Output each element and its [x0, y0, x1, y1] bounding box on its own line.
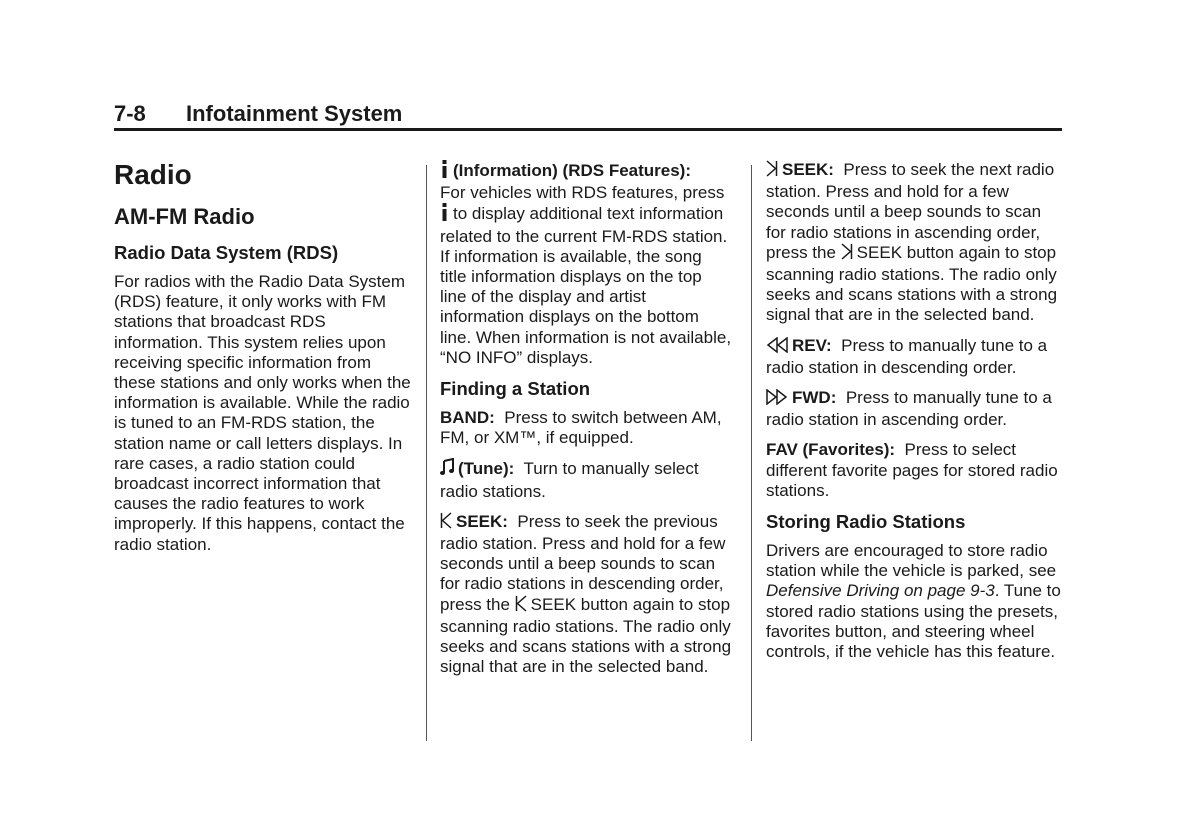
seek-forward-text-2: SEEK button again to stop scanning radio stations. The radio only seeks and scans stations with a strong signal that are in the selected band.	[766, 242, 1058, 325]
subsection-title: AM-FM Radio	[114, 204, 255, 229]
tune-label: (Tune):	[458, 459, 515, 479]
band-paragraph	[440, 408, 732, 448]
storing-text-1: Drivers are encouraged to store radio station while the vehicle is parked, see	[766, 541, 1057, 581]
seek-back-paragraph	[440, 512, 732, 678]
fav-label: FAV (Favorites):	[766, 440, 896, 460]
fwd-paragraph	[766, 388, 1064, 430]
seek-forward-label: SEEK:	[782, 160, 834, 179]
seek-forward-text-1: Press to seek the next radio station. Press and hold for a few seconds until a beep sounds to scan for radio stations in ascending order, press the	[766, 160, 1055, 262]
page-number: 7-8	[114, 101, 146, 126]
finding-station-heading: Finding a Station	[440, 378, 591, 400]
section-title: Infotainment System	[186, 101, 403, 126]
page-header	[114, 101, 1062, 131]
seek-back-text-2: SEEK button again to stop scanning radio stations. The radio only seeks and scans stations with a strong signal that are in the selected band.	[440, 594, 732, 677]
rev-paragraph	[766, 336, 1064, 378]
rewind-icon	[766, 337, 788, 358]
info-icon	[440, 203, 449, 226]
rds-heading: Radio Data System (RDS)	[114, 242, 339, 263]
column-divider	[426, 165, 427, 741]
storing-stations-heading: Storing Radio Stations	[766, 511, 966, 533]
seek-forward-icon	[766, 160, 778, 182]
info-paragraph	[440, 160, 732, 368]
rev-text: Press to manually tune to a radio station in descending order.	[766, 335, 1048, 377]
tune-text: Turn to manually select radio stations.	[440, 459, 699, 501]
info-text-2: to display additional text information related to the current FM-RDS station. If information is available, the song title information displays on the top line of the display and artist information displays on the bottom line. When information is not available, “NO INFO” displays.	[440, 204, 732, 367]
storing-paragraph	[766, 541, 1064, 662]
rev-label: REV:	[792, 335, 832, 355]
music-note-icon	[440, 458, 454, 481]
seek-back-text-1: Press to seek the previous radio station. Press and hold for a few seconds until a beep sounds to scan for radio stations in descending order, press the	[440, 511, 726, 614]
fast-forward-icon	[766, 389, 788, 410]
band-text: Press to switch between AM, FM, or XM™, if equipped.	[440, 408, 722, 448]
tune-paragraph	[440, 458, 732, 501]
header-rule	[114, 128, 1062, 131]
fav-paragraph	[766, 440, 1064, 501]
seek-back-icon	[515, 595, 527, 617]
band-label: BAND:	[440, 408, 495, 428]
page-title: Radio	[114, 159, 192, 190]
fav-text: Press to select different favorite pages for stored radio stations.	[766, 440, 1058, 500]
rds-paragraph: For radios with the Radio Data System (RDS) feature, it only works with FM stations that broadcast RDS information. This system relies upon receiving specific information from these stations and only works when the information is available. While the radio is tuned to an FM-RDS station, the station name or call letters displays. In rare cases, a radio station could broadcast incorrect information that causes the radio features to work improperly. If this happens, contact the radio station.	[114, 272, 411, 554]
column-3	[766, 160, 1064, 672]
fwd-text: Press to manually tune to a radio station in ascending order.	[766, 388, 1052, 430]
info-icon	[440, 160, 449, 183]
column-divider	[751, 165, 752, 741]
info-label: (Information) (RDS Features):	[453, 161, 691, 180]
column-1	[114, 160, 414, 565]
info-text-1: For vehicles with RDS features, press	[440, 183, 725, 203]
seek-back-label: SEEK:	[456, 511, 508, 531]
defensive-driving-link[interactable]: Defensive Driving on page 9-3	[766, 581, 995, 601]
seek-forward-icon	[841, 243, 853, 265]
storing-text-2: . Tune to stored radio stations using the presets, favorites button, and steering wheel controls, if the vehicle has this feature.	[766, 581, 1061, 662]
fwd-label: FWD:	[792, 388, 837, 408]
column-2	[440, 160, 732, 687]
seek-back-icon	[440, 512, 452, 534]
seek-forward-paragraph	[766, 160, 1064, 326]
